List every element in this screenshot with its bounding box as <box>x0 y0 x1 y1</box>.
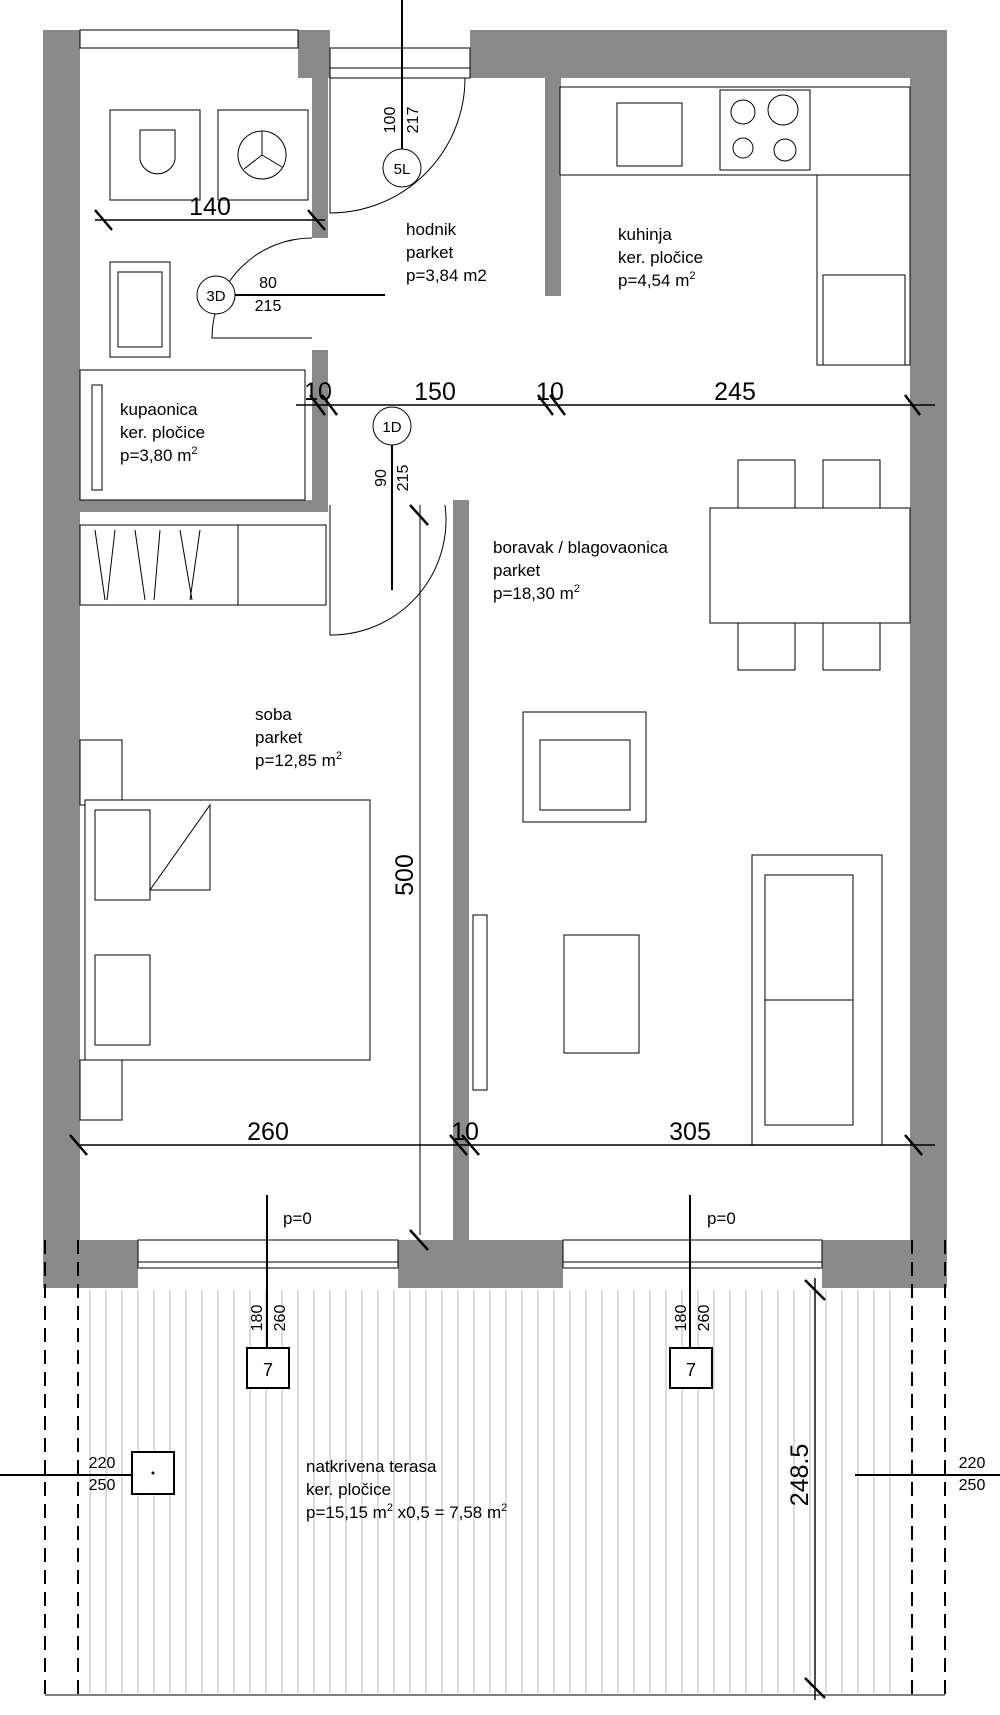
dim-row2-c: 305 <box>669 1118 711 1146</box>
living-furniture <box>473 712 882 1145</box>
room-soba-name: soba <box>255 705 292 724</box>
tv-unit <box>473 915 487 1090</box>
room-boravak-area: p=18,30 $m^2$ <box>493 583 580 603</box>
room-hodnik-floor: parket <box>406 243 454 262</box>
door-5L-swing <box>330 78 465 213</box>
dining-table <box>710 508 910 623</box>
pillow-icon <box>95 810 150 900</box>
door-tag-1D-label: 1D <box>382 419 402 436</box>
room-terasa-name: natkrivena terasa <box>306 1457 437 1476</box>
wall-bath-hall-low <box>312 350 328 510</box>
door-5L-height: 217 <box>405 106 422 134</box>
room-kupaonica-area: p=3,80 $m^2$ <box>120 445 198 465</box>
dim-bath-width: 140 <box>189 193 231 221</box>
window-7a-width: 180 <box>249 1304 266 1332</box>
wall-top-right <box>470 30 917 78</box>
room-boravak-floor: parket <box>493 561 541 580</box>
wall-bottom-right <box>822 1240 947 1288</box>
wall-left <box>43 30 80 1240</box>
dim-row1-b: 150 <box>414 378 456 406</box>
room-soba-floor: parket <box>255 728 303 747</box>
window-tag-7b-label: 7 <box>685 1360 697 1380</box>
sink-icon <box>617 103 682 166</box>
dim-row1-a: 10 <box>304 378 332 406</box>
dim-terrace-depth: 248.5 <box>786 1443 814 1507</box>
washing-machine-icon <box>218 110 308 200</box>
dim-row1-c: 10 <box>536 378 564 406</box>
dim-row2-a: 260 <box>247 1118 289 1146</box>
side-left-height: 250 <box>88 1477 116 1494</box>
door-1D-swing <box>330 505 446 635</box>
window-7b-height: 260 <box>696 1304 713 1332</box>
door-3D-height: 215 <box>254 298 282 315</box>
window-7b-width: 180 <box>673 1304 690 1332</box>
wall-bottom-left <box>43 1240 138 1288</box>
side-left-width: 220 <box>88 1455 116 1472</box>
door-3D-width: 80 <box>259 275 277 292</box>
toilet-icon <box>110 110 200 200</box>
armchair-icon <box>523 712 646 822</box>
window-tag-7a-label: 7 <box>262 1360 274 1380</box>
washbasin-icon <box>110 262 170 357</box>
room-kuhinja-name: kuhinja <box>618 225 672 244</box>
door-tag-3D-label: 3D <box>206 288 226 305</box>
room-kuhinja-floor: ker. pločice <box>618 248 704 267</box>
window-7a-sill: p=0 <box>283 1209 312 1228</box>
room-hodnik-area: p=3,84 m2 <box>406 266 487 285</box>
dining-set <box>710 460 910 670</box>
nightstand <box>80 1060 122 1120</box>
window-7b-sill: p=0 <box>707 1209 736 1228</box>
window-top-left <box>80 30 298 48</box>
door-tag-5L-label: 5L <box>393 161 411 178</box>
room-hodnik-name: hodnik <box>406 220 457 239</box>
window-bottom-right <box>563 1240 822 1268</box>
side-right-width: 220 <box>958 1455 986 1472</box>
dim-height-500: 500 <box>391 854 419 896</box>
fridge-icon <box>823 275 905 365</box>
door-1D-height: 215 <box>395 464 412 492</box>
side-right-height: 250 <box>958 1477 986 1494</box>
room-boravak-name: boravak / blagovaonica <box>493 538 668 557</box>
terrace-hatch <box>90 1290 890 1693</box>
wall-bath-bottom <box>80 500 328 512</box>
room-kupaonica-floor: ker. pločice <box>120 423 206 442</box>
wall-right <box>910 30 947 1240</box>
bedroom-furniture <box>80 525 370 1120</box>
wall-kitchen <box>545 78 561 296</box>
dim-row2-b: 10 <box>451 1118 479 1146</box>
wall-bath-hall <box>312 48 328 238</box>
room-kuhinja-area: p=4,54 $m^2$ <box>618 270 696 290</box>
nightstand <box>80 740 122 805</box>
door-1D-width: 90 <box>373 469 390 487</box>
wardrobe <box>80 525 326 605</box>
room-kupaonica-name: kupaonica <box>120 400 198 419</box>
room-terasa-floor: ker. pločice <box>306 1480 392 1499</box>
room-terasa-area: p=15,15 $m^2$ x0,5 = 7,58 $m^2$ <box>306 1502 508 1522</box>
wall-bottom-mid <box>398 1240 563 1288</box>
dim-row1-d: 245 <box>714 378 756 406</box>
window-7a-height: 260 <box>272 1304 289 1332</box>
coffee-table <box>564 935 639 1053</box>
cooktop-icon <box>720 90 810 170</box>
room-soba-area: p=12,85 $m^2$ <box>255 750 342 770</box>
pillow-icon <box>95 955 150 1045</box>
door-5L-width: 100 <box>382 106 399 134</box>
kitchen-fixtures <box>560 87 910 365</box>
